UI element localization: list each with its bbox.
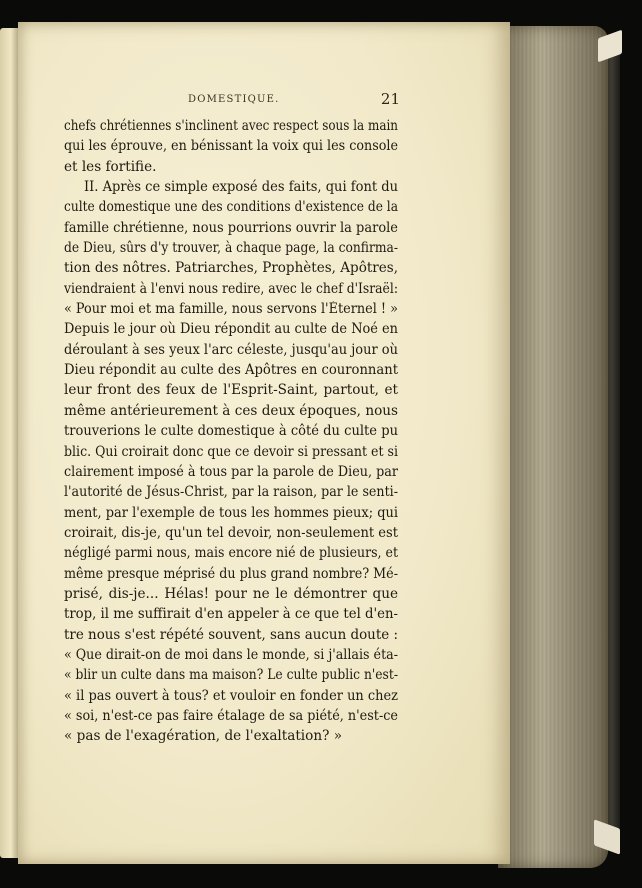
text-line: clairement imposé à tous par la parole de Dieu, par (64, 463, 398, 480)
text-line: croirait, dis-je, qu'un tel devoir, non-seulement est (64, 524, 398, 541)
text-line: famille chrétienne, nous pourrions ouvrir la parole (64, 219, 398, 236)
running-head: DOMESTIQUE. (188, 94, 280, 105)
text-line: « Pour moi et ma famille, nous servons l'Éternel ! » (64, 301, 398, 318)
page-number: 21 (380, 90, 400, 108)
text-line: « soi, n'est-ce pas faire étalage de sa piété, n'est-ce (64, 707, 398, 724)
text-line: culte domestique une des conditions d'existence de la (64, 199, 398, 216)
text-line: Depuis le jour où Dieu répondit au culte de Noé en (64, 321, 398, 338)
text-line: trouverions le culte domestique à côté du culte pu (64, 423, 398, 440)
page-header (188, 90, 400, 114)
text-line: prisé, dis-je... Hélas! pour ne le démontrer que (64, 585, 398, 602)
text-line: déroulant à ses yeux l'arc céleste, jusqu'au jour où (64, 341, 398, 358)
text-line: « Que dirait-on de moi dans le monde, si j'allais éta- (64, 646, 398, 663)
text-line: négligé parmi nous, mais encore nié de plusieurs, et (64, 545, 398, 562)
fore-edge-shading (498, 26, 608, 868)
text-line: trop, il me suffirait d'en appeler à ce que tel d'en- (64, 606, 398, 623)
text-line: viendraient à l'envi nous redire, avec le chef d'Israël: (64, 280, 398, 297)
text-line: même presque méprisé du plus grand nombre? Mé- (64, 565, 398, 582)
text-line: « blir un culte dans ma maison? Le culte public n'est- (64, 667, 398, 684)
text-line: tre nous s'est répété souvent, sans aucun doute : (64, 626, 398, 643)
text-line: Dieu répondit au culte des Apôtres en couronnant (64, 362, 398, 379)
text-line: tion des nôtres. Patriarches, Prophètes, Apôtres, (64, 260, 398, 277)
text-line: ment, par l'exemple de tous les hommes pieux; qui (64, 504, 398, 521)
text-line: qui les éprouve, en bénissant la voix qui les console (64, 138, 398, 155)
text-line: leur front des feux de l'Esprit-Saint, partout, et (64, 382, 398, 399)
text-line: de Dieu, sûrs d'y trouver, à chaque page, la confirma- (64, 240, 398, 257)
text-line: blic. Qui croirait donc que ce devoir si pressant et si (64, 443, 398, 460)
text-line: « il pas ouvert à tous? et vouloir en fonder un chez (64, 687, 398, 704)
previous-page-edge (0, 28, 18, 858)
text-line: l'autorité de Jésus-Christ, par la raison, par le senti- (64, 484, 398, 501)
text-line: et les fortifie. (64, 158, 157, 175)
text-line: chefs chrétiennes s'inclinent avec respect sous la main (64, 118, 398, 134)
text-line: « pas de l'exagération, de l'exaltation? » (64, 728, 343, 745)
text-line: même antérieurement à ces deux époques, nous (64, 402, 398, 419)
body-text (64, 116, 398, 747)
text-line: II. Après ce simple exposé des faits, qui font du (84, 179, 398, 196)
